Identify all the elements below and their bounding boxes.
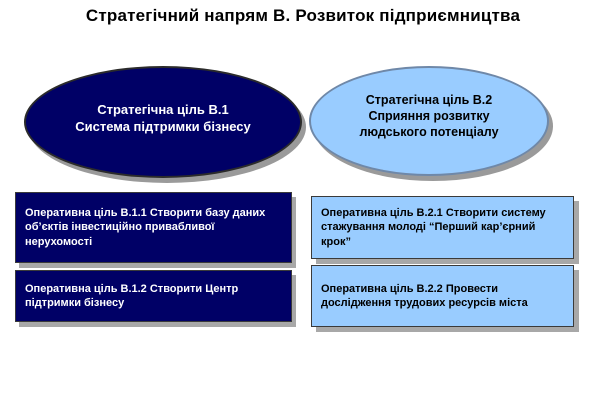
diagram-title: Стратегічний напрям В. Розвиток підприємництва — [85, 6, 521, 25]
operational-goal-1-2-box — [15, 270, 292, 322]
operational-goal-2-2-box — [311, 265, 574, 327]
operational-goal-1-1-box — [15, 192, 292, 263]
operational-goal-1-1-text: Оперативна ціль В.1.1 Створити базу даних об’єктів інвестиційно привабливої нерухомості — [25, 206, 266, 248]
operational-goal-2-1-box — [311, 196, 574, 259]
strategic-goal-1-text — [75, 101, 251, 135]
operational-goal-1-2-text: Оперативна ціль В.1.2 Створити Центр підтримки бізнесу — [25, 282, 239, 309]
strategic-goal-1-ellipse — [24, 66, 302, 178]
strategic-goal-1-name: Система підтримки бізнесу — [75, 119, 251, 134]
strategic-goal-2-heading: Стратегічна ціль В.2 — [365, 93, 493, 107]
strategic-goal-1-heading: Стратегічна ціль В.1 — [97, 102, 229, 117]
strategic-goal-2-text — [341, 92, 517, 140]
operational-goal-2-2-text: Оперативна ціль В.2.2 Провести дослідження трудових ресурсів міста — [321, 282, 528, 309]
operational-goal-2-1-text: Оперативна ціль В.2.1 Створити систему стажування молоді “Перший кар’єрний крок” — [321, 206, 546, 248]
strategic-goal-2-ellipse — [309, 66, 549, 176]
strategic-goal-2-name: Сприяння розвитку людського потенціалу — [359, 109, 499, 139]
